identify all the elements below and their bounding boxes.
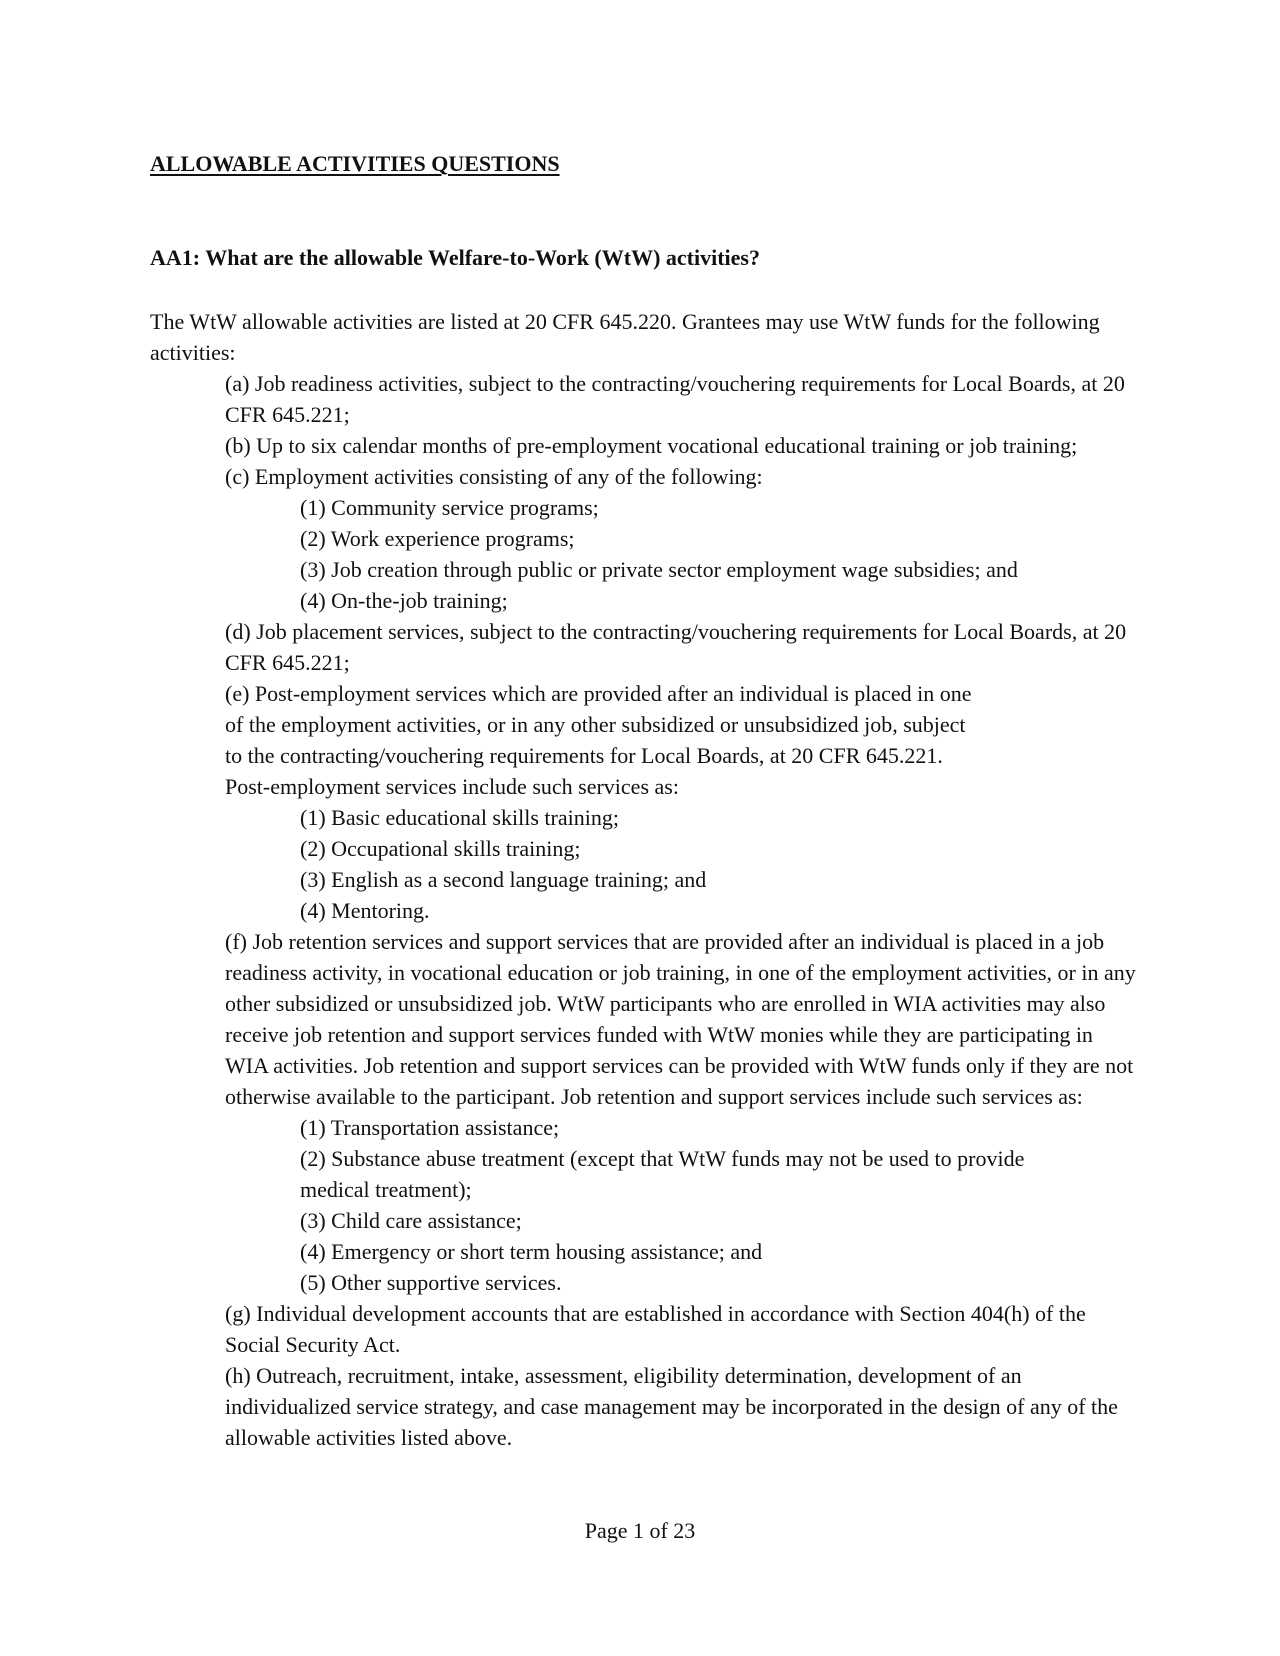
page-number-footer: Page 1 of 23 <box>584 1518 696 1543</box>
item-f-sub-4: (4) Emergency or short term housing assistance; and <box>300 1239 763 1264</box>
item-c-sub-2: (2) Work experience programs; <box>300 526 575 551</box>
item-a: (a) Job readiness activities, subject to the contracting/vouchering requirements for Local Boards, at 20 CFR 645.221; <box>225 371 1125 427</box>
item-f-sub-2: (2) Substance abuse treatment (except that WtW funds may not be used to provide medical treatment); <box>300 1146 1025 1202</box>
answer-body <box>150 306 1140 1453</box>
item-f: (f) Job retention services and support services that are provided after an individual is placed in a job readiness activity, in vocational education or job training, in one of the employment activities, or in any other subsidized or unsubsidized job. WtW participants who are enrolled in WIA activities may also receive job retention and support services funded with WtW monies while they are participating in WIA activities. Job retention and support services can be provided with WtW funds only if they are not otherwise available to the participant. Job retention and support services include such services as: <box>225 929 1136 1109</box>
item-e-sub-4: (4) Mentoring. <box>300 898 430 923</box>
item-d: (d) Job placement services, subject to the contracting/vouchering requirements for Local Boards, at 20 CFR 645.221; <box>225 619 1127 675</box>
section-heading: ALLOWABLE ACTIVITIES QUESTIONS <box>150 151 560 176</box>
item-e-line-1: (e) Post-employment services which are provided after an individual is placed in one <box>225 681 972 706</box>
item-b: (b) Up to six calendar months of pre-employment vocational educational training or job training; <box>225 433 1078 458</box>
item-e-line-4: Post-employment services include such services as: <box>225 774 679 799</box>
item-f-sub-1: (1) Transportation assistance; <box>300 1115 560 1140</box>
item-g: (g) Individual development accounts that are established in accordance with Section 404(h) of the Social Security Act. <box>225 1301 1086 1357</box>
item-c-sub-4: (4) On-the-job training; <box>300 588 508 613</box>
item-h: (h) Outreach, recruitment, intake, assessment, eligibility determination, development of an individualized service strategy, and case management may be incorporated in the design of any of the allowable activities listed above. <box>225 1363 1118 1450</box>
item-f-sub-5: (5) Other supportive services. <box>300 1270 562 1295</box>
item-c: (c) Employment activities consisting of any of the following: <box>225 464 763 489</box>
item-e-line-3: to the contracting/vouchering requirements for Local Boards, at 20 CFR 645.221. <box>225 743 943 768</box>
item-c-sub-1: (1) Community service programs; <box>300 495 599 520</box>
item-e-sub-2: (2) Occupational skills training; <box>300 836 581 861</box>
item-c-sub-3: (3) Job creation through public or private sector employment wage subsidies; and <box>300 557 1018 582</box>
question-heading: AA1: What are the allowable Welfare-to-Work (WtW) activities? <box>150 245 760 270</box>
intro-paragraph: The WtW allowable activities are listed at 20 CFR 645.220. Grantees may use WtW funds for the following activities: <box>150 309 1100 365</box>
item-e-line-2: of the employment activities, or in any other subsidized or unsubsidized job, subject <box>225 712 966 737</box>
item-e-sub-1: (1) Basic educational skills training; <box>300 805 619 830</box>
item-e-sub-3: (3) English as a second language training; and <box>300 867 707 892</box>
item-f-sub-3: (3) Child care assistance; <box>300 1208 522 1233</box>
